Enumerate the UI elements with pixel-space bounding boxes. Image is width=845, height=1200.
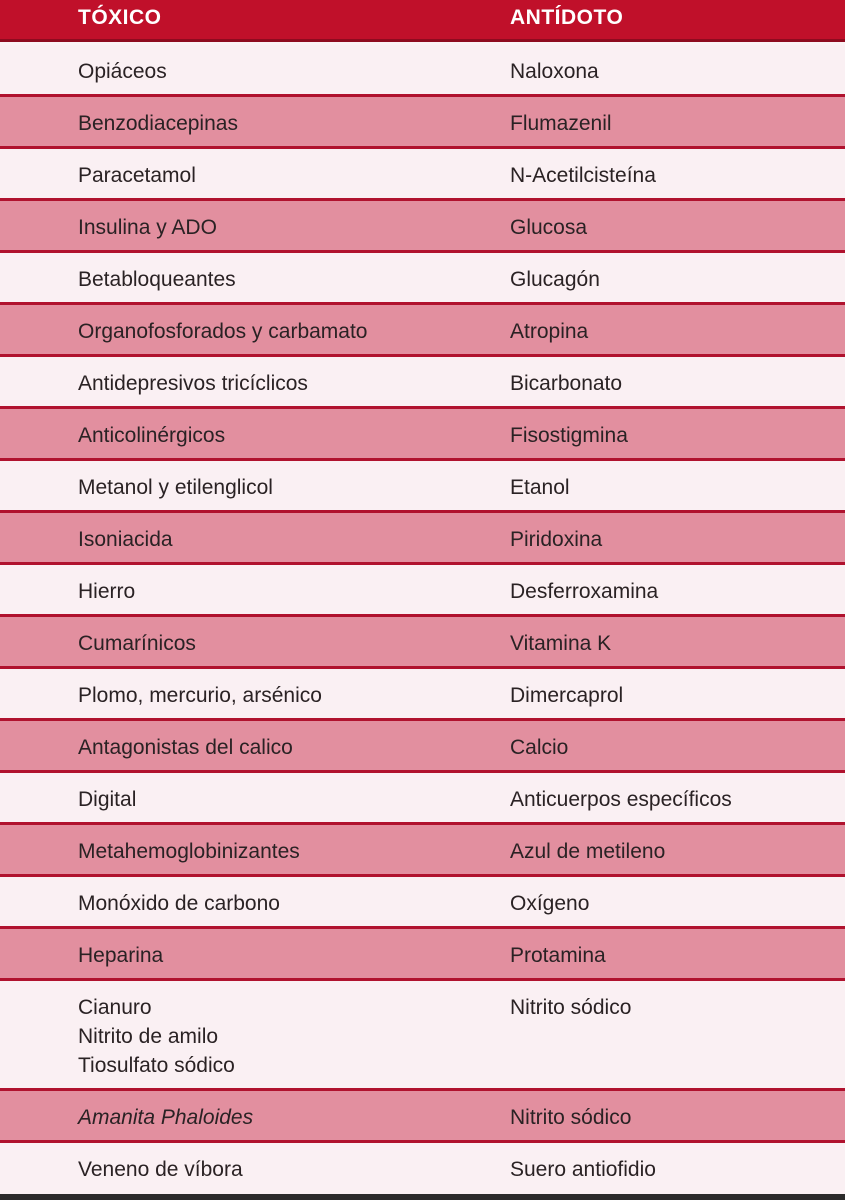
toxic-cell: Cumarínicos: [78, 632, 196, 655]
antidote-cell: Dimercaprol: [510, 684, 624, 707]
bottom-border: [0, 1194, 845, 1200]
header-toxic: TÓXICO: [78, 6, 162, 29]
toxic-cell: Organofosforados y carbamato: [78, 320, 368, 343]
table-row: [0, 877, 845, 929]
antidote-cell: Glucosa: [510, 216, 588, 239]
toxic-cell: Amanita Phaloides: [78, 1106, 254, 1129]
table-row: [0, 305, 845, 357]
antidote-cell: Nitrito sódico: [510, 996, 632, 1019]
toxic-cell: Plomo, mercurio, arsénico: [78, 684, 322, 707]
header-antidote: ANTÍDOTO: [510, 6, 624, 29]
antidote-cell: Azul de metileno: [510, 840, 666, 863]
toxic-cell: Anticolinérgicos: [78, 424, 226, 447]
antidote-cell: Naloxona: [510, 60, 599, 83]
table-row: [0, 981, 845, 1091]
table-row: [0, 929, 845, 981]
table-row: [0, 1091, 845, 1143]
toxic-cell: Insulina y ADO: [78, 216, 217, 239]
antidote-cell: Flumazenil: [510, 112, 612, 135]
toxic-cell: Antagonistas del calico: [78, 736, 293, 759]
table-row: [0, 513, 845, 565]
antidote-cell: Suero antiofidio: [510, 1158, 656, 1181]
table-row: [0, 149, 845, 201]
table-row: [0, 721, 845, 773]
toxic-cell: Metanol y etilenglicol: [78, 476, 273, 499]
antidote-cell: N-Acetilcisteína: [510, 164, 656, 187]
table-row: [0, 201, 845, 253]
table-row: [0, 357, 845, 409]
toxic-cell: Digital: [78, 788, 137, 811]
table-row: [0, 773, 845, 825]
antidote-cell: Desferroxamina: [510, 580, 659, 603]
antidote-cell: Glucagón: [510, 268, 600, 291]
toxic-cell: Cianuro Nitrito de amilo Tiosulfato sódico: [78, 996, 235, 1077]
table-row: [0, 253, 845, 305]
table-row: [0, 1143, 845, 1194]
toxic-cell: Paracetamol: [78, 164, 196, 187]
antidote-cell: Vitamina K: [510, 632, 612, 655]
toxic-cell: Metahemoglobinizantes: [78, 840, 300, 863]
table-row: [0, 565, 845, 617]
antidote-cell: Nitrito sódico: [510, 1106, 632, 1129]
toxic-cell: Veneno de víbora: [78, 1158, 243, 1181]
toxic-cell: Monóxido de carbono: [78, 892, 280, 915]
toxic-cell: Hierro: [78, 580, 136, 603]
antidote-cell: Etanol: [510, 476, 570, 499]
toxic-cell: Isoniacida: [78, 528, 173, 551]
antidote-cell: Protamina: [510, 944, 606, 967]
table-row: [0, 825, 845, 877]
table-header: [0, 0, 845, 42]
table-row: [0, 97, 845, 149]
antidote-cell: Atropina: [510, 320, 589, 343]
toxic-cell: Benzodiacepinas: [78, 112, 238, 135]
toxic-cell: Betabloqueantes: [78, 268, 236, 291]
antidote-cell: Oxígeno: [510, 892, 590, 915]
table-row: [0, 617, 845, 669]
toxic-cell: Opiáceos: [78, 60, 167, 83]
antidote-cell: Piridoxina: [510, 528, 603, 551]
table-row: [0, 409, 845, 461]
table-row: [0, 45, 845, 97]
antidote-cell: Anticuerpos específicos: [510, 788, 732, 811]
table-row: [0, 669, 845, 721]
table-row: [0, 461, 845, 513]
toxic-cell: Antidepresivos tricíclicos: [78, 372, 308, 395]
antidote-cell: Fisostigmina: [510, 424, 628, 447]
toxic-cell: Heparina: [78, 944, 164, 967]
antidote-cell: Calcio: [510, 736, 569, 759]
antidote-cell: Bicarbonato: [510, 372, 623, 395]
